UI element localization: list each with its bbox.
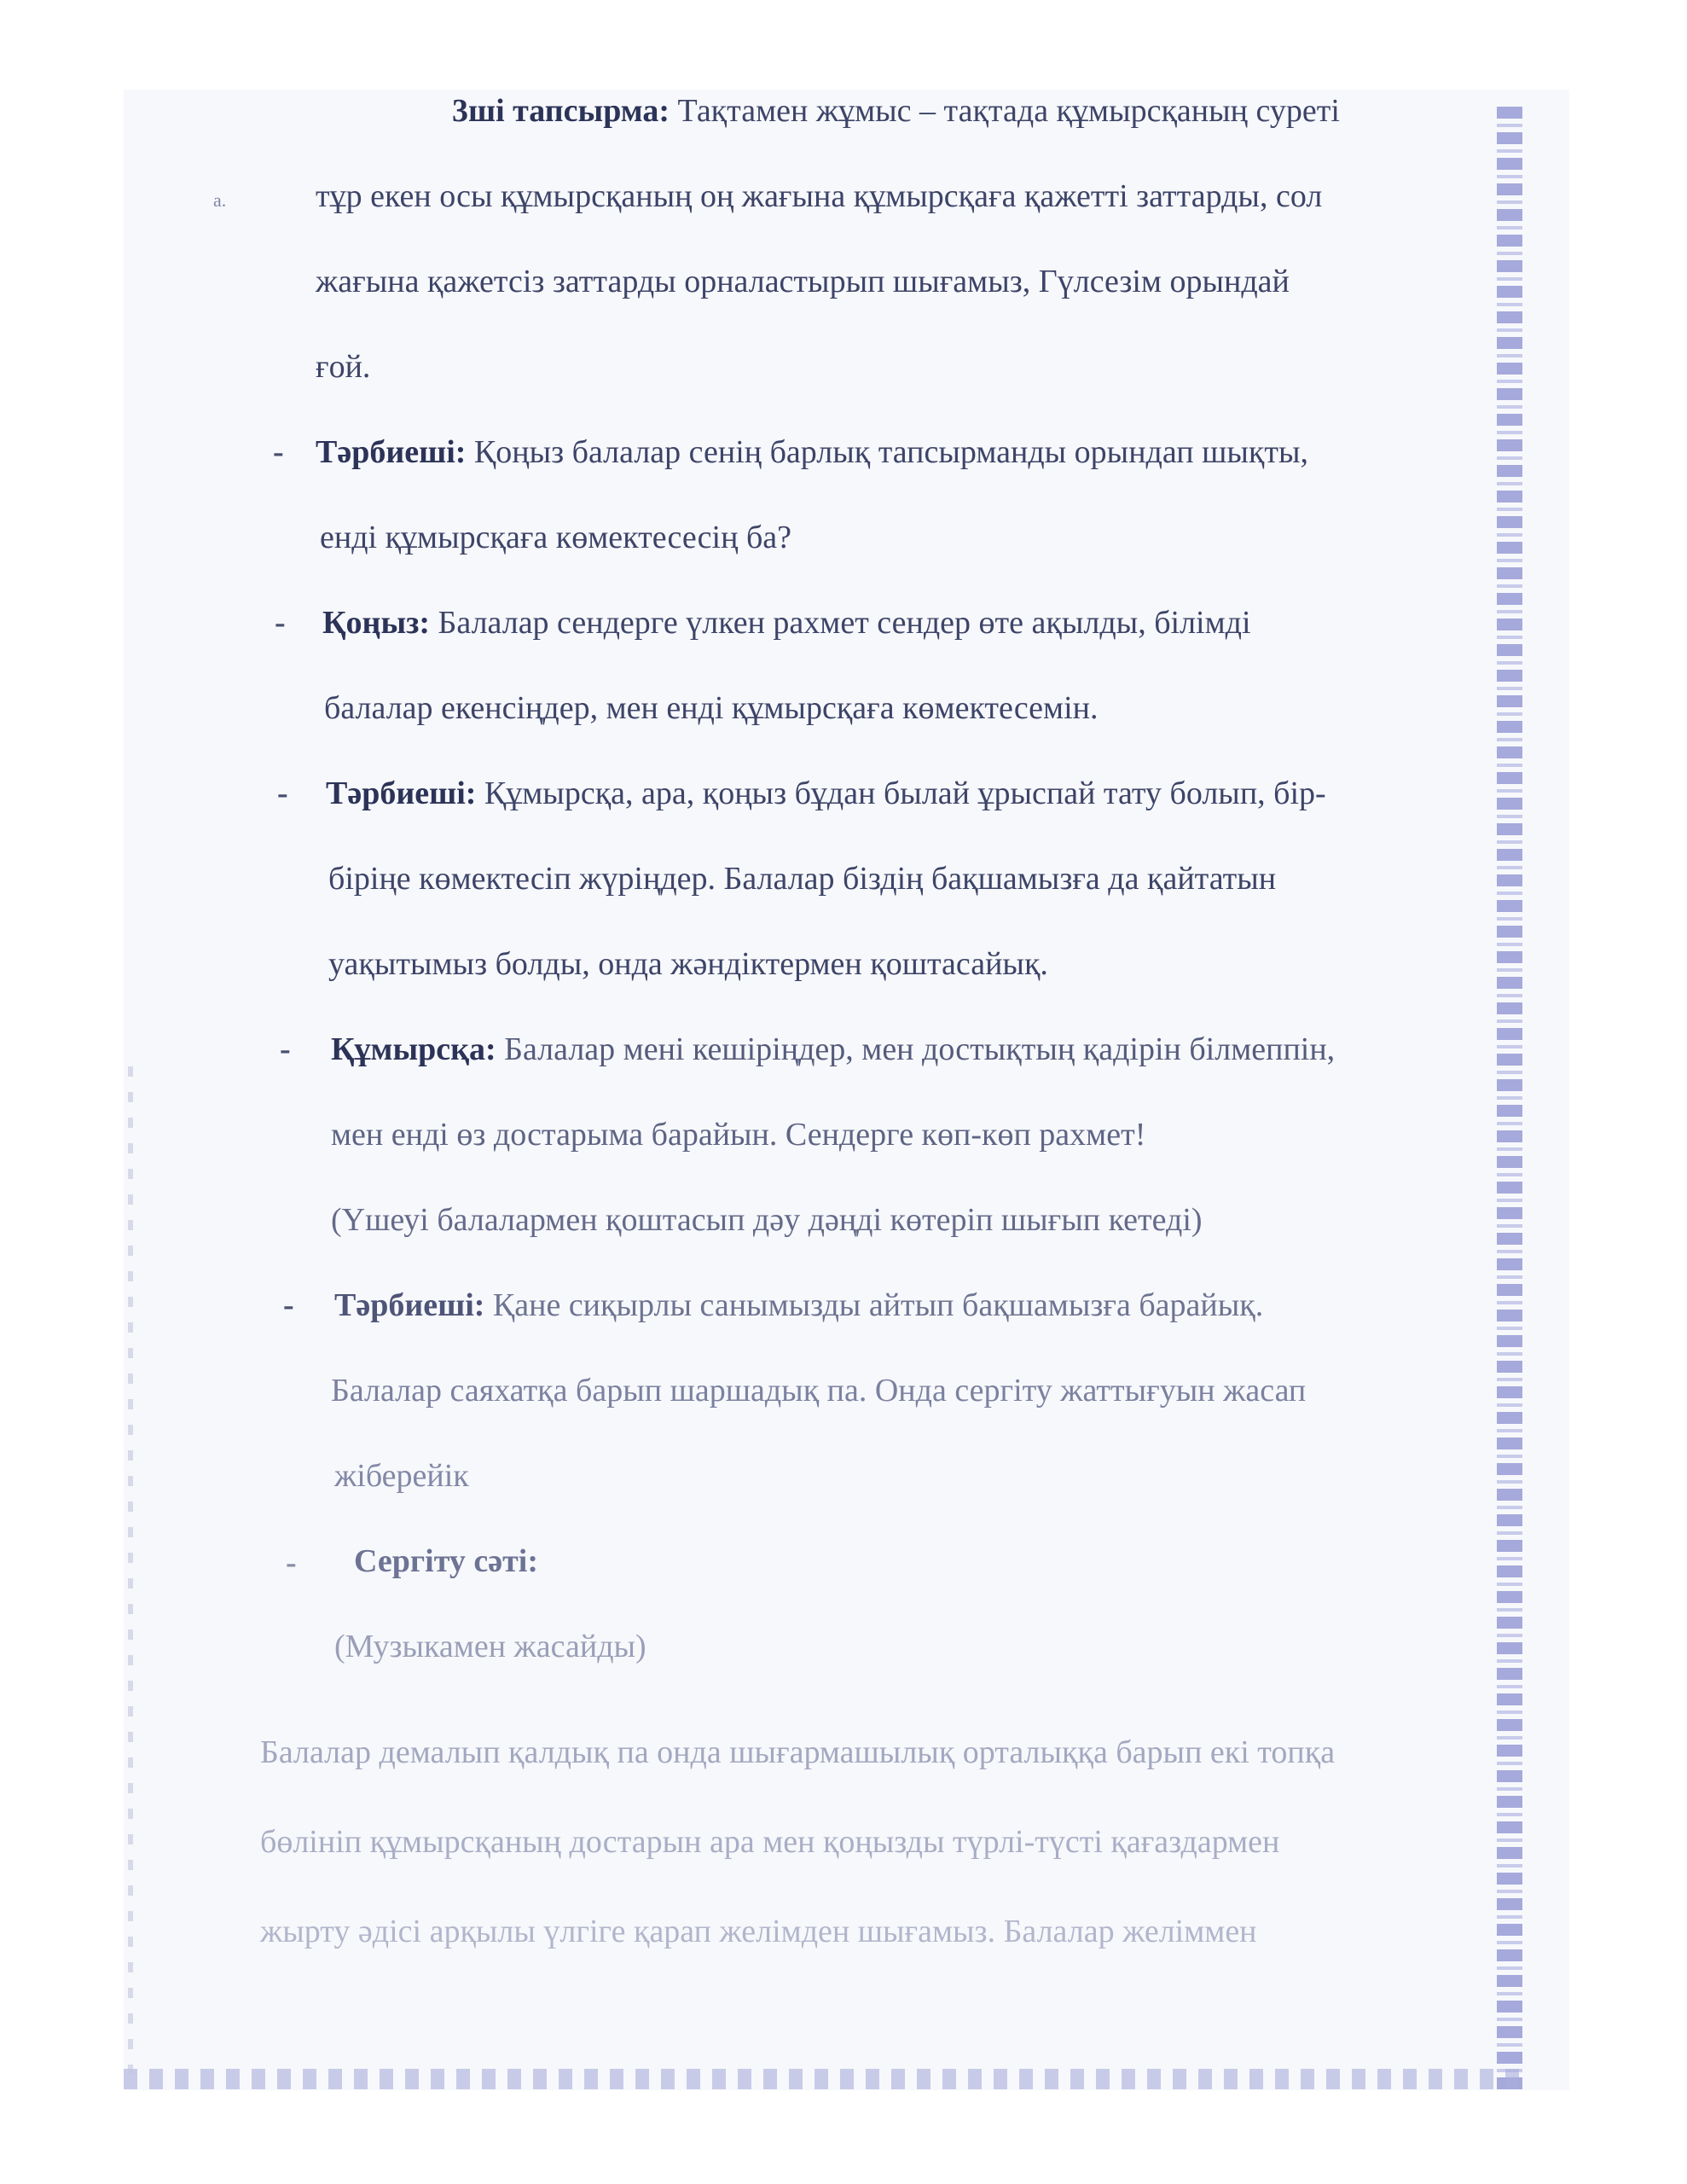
- decorative-border-right: [1497, 107, 1522, 2094]
- task-line-2: тұр екен осы құмырсқаның оң жағына құмырсқаға қажетті заттарды, сол: [316, 178, 1323, 214]
- decorative-border-bottom: [124, 2069, 1522, 2089]
- dialogue-line: уақытымыз болды, онда жәндіктермен қоштасайық.: [328, 946, 1048, 982]
- stage-direction: (Үшеуі балалармен қоштасып дәу дәңді көтеріп шығып кетеді): [331, 1202, 1203, 1238]
- speaker-name: Құмырсқа:: [331, 1031, 505, 1067]
- decorative-border-left: [128, 1066, 133, 2073]
- dialogue-line: мен енді өз достарыма барайын. Сендерге көп-көп рахмет!: [331, 1117, 1146, 1153]
- dialogue-line: енді құмырсқаға көмектесесің ба?: [320, 520, 792, 555]
- dialogue-line: біріңе көмектесіп жүріңдер. Балалар біздің бақшамызға да қайтатын: [328, 861, 1277, 897]
- closing-line: жырту әдісі арқылы үлгіге қарап желімден шығамыз. Балалар желіммен: [260, 1914, 1257, 1949]
- dialogue-text: Құмырсқа, ара, қоңыз бұдан былай ұрыспай тату болып, бір-: [484, 775, 1326, 811]
- closing-line: Балалар демалып қалдық па онда шығармашылық орталыққа барып екі топқа: [260, 1734, 1336, 1770]
- bullet-dash: -: [277, 775, 288, 811]
- dialogue-text: Қоңыз балалар сенің барлық тапсырманды орындап шықты,: [473, 434, 1308, 470]
- dialogue-text: Қане сиқырлы санымызды айтып бақшамызға барайық.: [492, 1287, 1264, 1323]
- section-heading: [354, 1541, 538, 1582]
- dialogue-text: Балалар сендерге үлкен рахмет сендер өте ақылды, білімді: [438, 605, 1251, 641]
- stage-direction: (Музыкамен жасайды): [334, 1629, 646, 1664]
- dialogue-line: балалар екенсіңдер, мен енді құмырсқаға көмектесемін.: [324, 690, 1099, 726]
- task-heading: 3ші тапсырма:: [452, 93, 670, 129]
- speaker-name: Тәрбиеші:: [316, 434, 474, 470]
- task-line-3: жағына қажетсіз заттарды орналастырып шығамыз, Гүлсезім орындай: [316, 264, 1290, 299]
- speaker-name: Сергіту сәті:: [354, 1543, 538, 1579]
- dialogue-text: Балалар мені кешіріңдер, мен достықтың қадірін білмеппін,: [504, 1031, 1336, 1067]
- bullet-dash: -: [275, 605, 286, 641]
- dialogue-line: [326, 773, 1326, 814]
- task-text-1: Тақтамен жұмыс – тақтада құмырсқаның суреті: [677, 93, 1340, 129]
- dialogue-line: Балалар саяхатқа барып шаршадық па. Онда сергіту жаттығуын жасап: [331, 1373, 1307, 1409]
- paper-sheet: [124, 90, 1569, 2090]
- bullet-dash: -: [280, 1031, 291, 1067]
- speaker-name: Тәрбиеші:: [334, 1287, 493, 1323]
- closing-line: бөлініп құмырсқаның достарын ара мен қоңызды түрлі-түсті қағаздармен: [260, 1824, 1280, 1860]
- bullet-dash: -: [283, 1287, 294, 1323]
- bullet-dash: -: [273, 434, 284, 470]
- dialogue-line: [316, 432, 1308, 473]
- task-line-1: [452, 90, 1340, 131]
- speaker-name: Тәрбиеші:: [326, 775, 484, 811]
- stray-mark: a.: [213, 189, 227, 211]
- dialogue-line: [334, 1285, 1263, 1326]
- speaker-name: Қоңыз:: [322, 605, 438, 641]
- dialogue-line: [322, 602, 1251, 643]
- bullet-dash: -: [286, 1545, 297, 1581]
- task-line-4: ғой.: [316, 349, 371, 385]
- dialogue-line: жіберейік: [334, 1458, 469, 1494]
- dialogue-line: [331, 1029, 1335, 1070]
